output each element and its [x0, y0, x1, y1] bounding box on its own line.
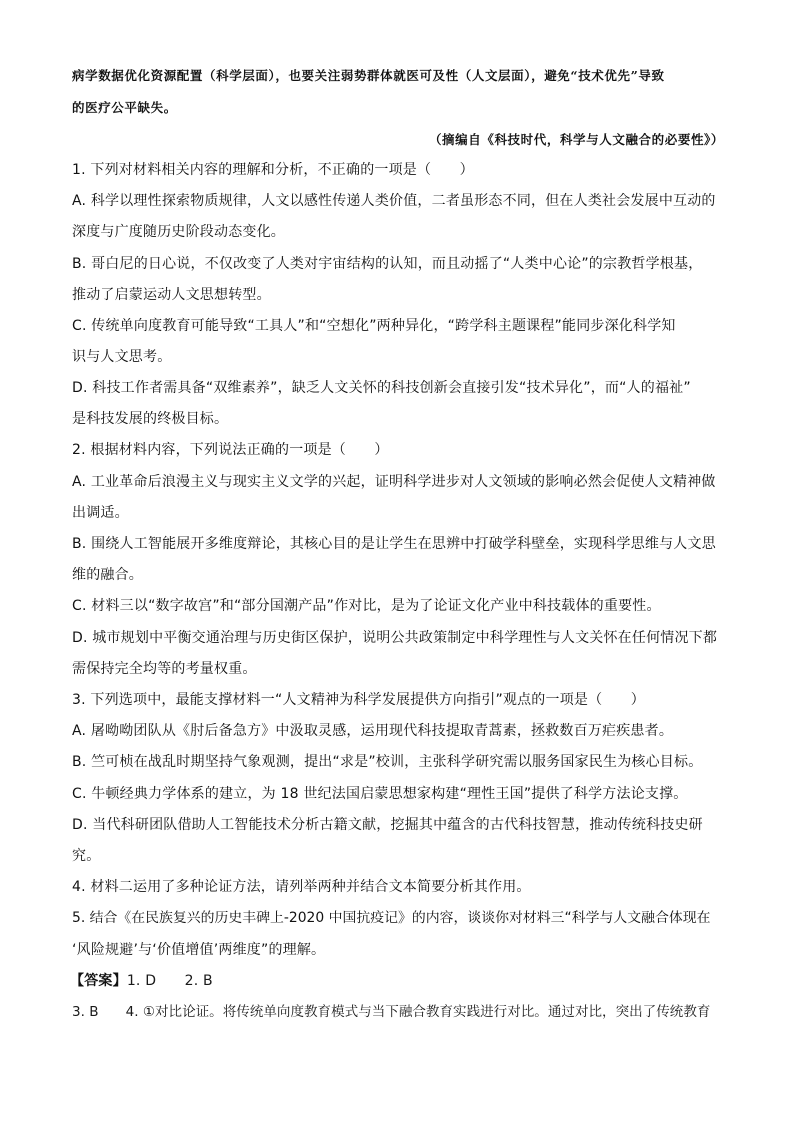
source-citation: （摘编自《科技时代，科学与人文融合的必要性》）: [428, 132, 724, 147]
intro-line-1: 病学数据优化资源配置（科学层面），也要关注弱势群体就医可及性（人文层面），避免“技术优先”导致: [72, 68, 665, 83]
q1-option-c-cont: 识与人文思考。: [72, 349, 172, 365]
q1-option-d: D. 科技工作者需具备“双维素养”，缺乏人文关怀的科技创新会直接引发“技术异化”，而“人的福祉”: [72, 380, 691, 396]
q3-option-d: D. 当代科研团队借助人工智能技术分析古籍文献，挖掘其中蕴含的古代科技智慧，推动传统科技史研: [72, 817, 703, 833]
q2-option-a-cont: 出调适。: [72, 505, 129, 521]
q4-stem: 4. 材料二运用了多种论证方法，请列举两种并结合文本简要分析其作用。: [72, 879, 531, 895]
q1-option-b-cont: 推动了启蒙运动人文思想转型。: [72, 287, 271, 303]
answer-line-1: [70, 971, 213, 991]
answer-tag: 【答案】: [70, 973, 127, 989]
answer-line-2: 3. B 4. ①对比论证。将传统单向度教育模式与当下融合教育实践进行对比。通过对比，突出了传统教育: [72, 1004, 711, 1020]
answer-first: 1. D 2. B: [126, 973, 213, 989]
q5-stem-cont: ‘风险规避’与‘价值增值’两维度”的理解。: [72, 942, 326, 958]
q1-option-a-cont: 深度与广度随历史阶段动态变化。: [72, 224, 285, 240]
q2-option-c: C. 材料三以“数字故宫”和“部分国潮产品”作对比，是为了论证文化产业中科技载体的重要性。: [72, 598, 661, 614]
q3-option-d-cont: 究。: [72, 848, 101, 864]
q2-option-a: A. 工业革命后浪漫主义与现实主义文学的兴起，证明科学进步对人文领域的影响必然会促使人文精神做: [72, 474, 716, 490]
q1-option-c: C. 传统单向度教育可能导致“工具人”和“空想化”两种异化，“跨学科主题课程”能同步深化科学知: [72, 318, 676, 334]
q1-stem: 1. 下列对材料相关内容的理解和分析，不正确的一项是（ ）: [72, 162, 474, 178]
intro-line-2: 的医疗公平缺失。: [72, 100, 177, 115]
q1-option-b: B. 哥白尼的日心说，不仅改变了人类对宇宙结构的认知，而且动摇了“人类中心论”的宗教哲学根基，: [72, 256, 703, 272]
q1-option-a: A. 科学以理性探索物质规律，人文以感性传递人类价值，二者虽形态不同，但在人类社会发展中互动的: [72, 193, 716, 209]
q3-option-a: A. 屠呦呦团队从《肘后备急方》中汲取灵感，运用现代科技提取青蒿素，拯救数百万疟疾患者。: [72, 723, 674, 739]
q2-option-d: D. 城市规划中平衡交通治理与历史街区保护，说明公共政策制定中科学理性与人文关怀在任何情况下都: [72, 630, 718, 646]
q3-option-c: C. 牛顿经典力学体系的建立，为 18 世纪法国启蒙思想家构建“理性王国”提供了科学方法论支撑。: [72, 786, 688, 802]
q3-stem: 3. 下列选项中，最能支撑材料一“人文精神为科学发展提供方向指引”观点的一项是（ ）: [72, 692, 645, 708]
q1-option-d-cont: 是科技发展的终极目标。: [72, 411, 229, 427]
q5-stem: 5. 结合《在民族复兴的历史丰碑上-2020 中国抗疫记》的内容，谈谈你对材料三“科学与人文融合体现在: [72, 910, 711, 926]
q2-option-b-cont: 维的融合。: [72, 567, 143, 583]
q2-option-b: B. 围绕人工智能展开多维度辩论，其核心目的是让学生在思辨中打破学科壁垒，实现科学思维与人文思: [72, 536, 716, 552]
q2-stem: 2. 根据材料内容，下列说法正确的一项是（ ）: [72, 442, 389, 458]
q3-option-b: B. 竺可桢在战乱时期坚持气象观测，提出“求是”校训，主张科学研究需以服务国家民生为核心目标。: [72, 754, 703, 770]
q2-option-d-cont: 需保持完全均等的考量权重。: [72, 661, 257, 677]
